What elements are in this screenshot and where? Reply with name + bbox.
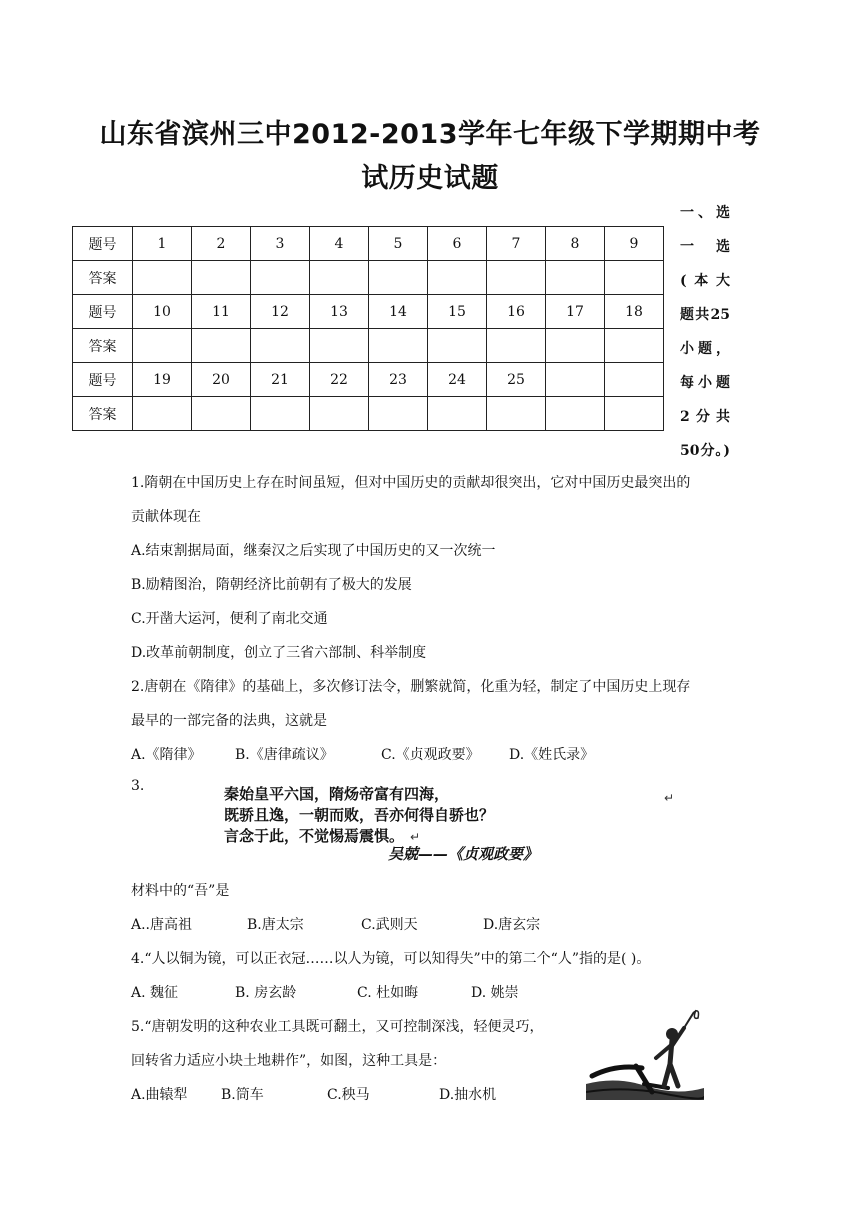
q3-option-d: D.唐玄宗 <box>483 917 541 933</box>
q2-stem-line2: 最早的一部完备的法典，这就是 <box>131 713 327 729</box>
row-label: 答案 <box>73 397 133 431</box>
question-number-cell: 14 <box>369 295 428 329</box>
answer-cell[interactable] <box>369 397 428 431</box>
question-number-cell: 23 <box>369 363 428 397</box>
page-title-line1: 山东省滨州三中2012-2013学年七年级下学期期中考 <box>99 119 761 150</box>
question-number-cell: 4 <box>310 227 369 261</box>
q5-option-b: B.筒车 <box>221 1087 264 1103</box>
answer-cell[interactable] <box>192 397 251 431</box>
q3-question: 材料中的“吾”是 <box>131 883 230 899</box>
question-number-cell: 13 <box>310 295 369 329</box>
question-number-cell: 24 <box>428 363 487 397</box>
row-label: 答案 <box>73 261 133 295</box>
question-number-cell: 25 <box>487 363 546 397</box>
q3-option-b: B.唐太宗 <box>247 917 304 933</box>
question-number-cell: 18 <box>605 295 664 329</box>
answer-cell[interactable] <box>251 329 310 363</box>
answer-cell[interactable] <box>428 397 487 431</box>
question-number-cell: 22 <box>310 363 369 397</box>
answer-cell[interactable] <box>369 261 428 295</box>
question-number-cell: 3 <box>251 227 310 261</box>
question-number-cell: 6 <box>428 227 487 261</box>
answer-cell[interactable] <box>133 329 192 363</box>
table-row <box>73 261 664 295</box>
row-label: 答案 <box>73 329 133 363</box>
q5-option-d: D.抽水机 <box>439 1087 497 1103</box>
q4-option-b: B. 房玄龄 <box>235 985 297 1001</box>
q5-option-c: C.秧马 <box>327 1087 370 1103</box>
q3-quote-image <box>218 784 678 864</box>
table-row <box>73 397 664 431</box>
q2-option-b: B.《唐律疏议》 <box>235 747 334 763</box>
question-number-cell: 17 <box>546 295 605 329</box>
q1-option-d: D.改革前朝制度，创立了三省六部制、科举制度 <box>131 645 427 661</box>
answer-cell[interactable] <box>605 261 664 295</box>
q1-stem-line2: 贡献体现在 <box>131 509 201 525</box>
question-number-cell: 21 <box>251 363 310 397</box>
answer-cell[interactable] <box>133 397 192 431</box>
answer-cell[interactable] <box>310 261 369 295</box>
question-number-cell: 7 <box>487 227 546 261</box>
question-number-cell <box>546 363 605 397</box>
q2-option-d: D.《姓氏录》 <box>509 747 595 763</box>
answer-cell[interactable] <box>487 329 546 363</box>
q3-option-c: C.武则天 <box>361 917 418 933</box>
answer-cell[interactable] <box>605 397 664 431</box>
q1-option-b: B.励精图治，隋朝经济比前朝有了极大的发展 <box>131 577 412 593</box>
answer-cell[interactable] <box>251 397 310 431</box>
question-number-cell: 10 <box>133 295 192 329</box>
row-label: 题号 <box>73 363 133 397</box>
q5-stem-line1: 5.“唐朝发明的这种农业工具既可翻土，又可控制深浅，轻便灵巧， <box>131 1019 544 1035</box>
q2-option-a: A.《隋律》 <box>131 747 202 763</box>
answer-cell[interactable] <box>369 329 428 363</box>
table-row <box>73 329 664 363</box>
q4-option-c: C. 杜如晦 <box>357 985 419 1001</box>
q5-option-a: A.曲辕犁 <box>131 1087 188 1103</box>
q1-option-c: C.开凿大运河，便利了南北交通 <box>131 611 328 627</box>
answer-cell[interactable] <box>192 261 251 295</box>
answer-cell[interactable] <box>310 397 369 431</box>
answer-cell[interactable] <box>605 329 664 363</box>
question-number-cell: 11 <box>192 295 251 329</box>
q2-options <box>131 744 594 764</box>
answer-cell[interactable] <box>133 261 192 295</box>
q3-number: 3. <box>131 778 145 794</box>
q3-return-mark-1: ↵ <box>664 791 675 805</box>
question-number-cell: 2 <box>192 227 251 261</box>
question-number-cell <box>605 363 664 397</box>
q3-quote-source: 吴兢——《贞观政要》 <box>388 845 539 863</box>
row-label: 题号 <box>73 227 133 261</box>
q3-quote-line2: 既骄且逸，一朝而败，吾亦何得自骄也？ <box>224 806 495 824</box>
q3-return-mark-2: ↵ <box>410 830 421 844</box>
question-number-cell: 9 <box>605 227 664 261</box>
table-row <box>73 227 664 261</box>
answer-cell[interactable] <box>546 261 605 295</box>
row-label: 题号 <box>73 295 133 329</box>
q4-option-a: A. 魏征 <box>131 985 179 1001</box>
question-number-cell: 16 <box>487 295 546 329</box>
curved-plough-illustration <box>586 1006 704 1100</box>
q5-stem-line2: 回转省力适应小块土地耕作”，如图，这种工具是： <box>131 1053 447 1069</box>
question-number-cell: 12 <box>251 295 310 329</box>
q3-quote-line1: 秦始皇平六国，隋炀帝富有四海， <box>224 785 450 803</box>
q2-option-c: C.《贞观政要》 <box>381 747 480 763</box>
q4-options <box>131 982 519 1002</box>
answer-cell[interactable] <box>192 329 251 363</box>
question-number-cell: 19 <box>133 363 192 397</box>
question-number-cell: 5 <box>369 227 428 261</box>
answer-cell[interactable] <box>546 329 605 363</box>
q3-options <box>131 914 540 934</box>
q3-quote-line3: 言念于此，不觉惕焉震惧。 ↵ <box>224 827 421 845</box>
answer-cell[interactable] <box>251 261 310 295</box>
q1-option-a: A.结束割据局面，继秦汉之后实现了中国历史的又一次统一 <box>131 543 496 559</box>
q2-stem-line1: 2.唐朝在《隋律》的基础上，多次修订法令，删繁就简，化重为轻，制定了中国历史上现存 <box>131 679 691 695</box>
question-number-cell: 8 <box>546 227 605 261</box>
answer-cell[interactable] <box>487 261 546 295</box>
q3-option-a: A..唐高祖 <box>131 917 193 933</box>
question-number-cell: 20 <box>192 363 251 397</box>
answer-cell[interactable] <box>487 397 546 431</box>
q4-stem: 4.“人以铜为镜，可以正衣冠……以人为镜，可以知得失”中的第二个“人”指的是( )。 <box>131 951 651 967</box>
answer-cell[interactable] <box>546 397 605 431</box>
q5-options <box>131 1084 496 1104</box>
q1-stem-line1: 1.隋朝在中国历史上存在时间虽短，但对中国历史的贡献却很突出，它对中国历史最突出的 <box>131 475 691 491</box>
page-title-line2: 试历史试题 <box>361 163 499 194</box>
answer-cell[interactable] <box>428 329 487 363</box>
section-instruction: 一、选 一 选 (本大 题共25 小题， 每小题 2分共 50分。) <box>680 205 730 459</box>
answer-cell[interactable] <box>310 329 369 363</box>
answer-table <box>72 226 664 431</box>
question-number-cell: 1 <box>133 227 192 261</box>
table-row <box>73 295 664 329</box>
question-number-cell: 15 <box>428 295 487 329</box>
answer-cell[interactable] <box>428 261 487 295</box>
q4-option-d: D. 姚崇 <box>471 985 519 1001</box>
table-row <box>73 363 664 397</box>
